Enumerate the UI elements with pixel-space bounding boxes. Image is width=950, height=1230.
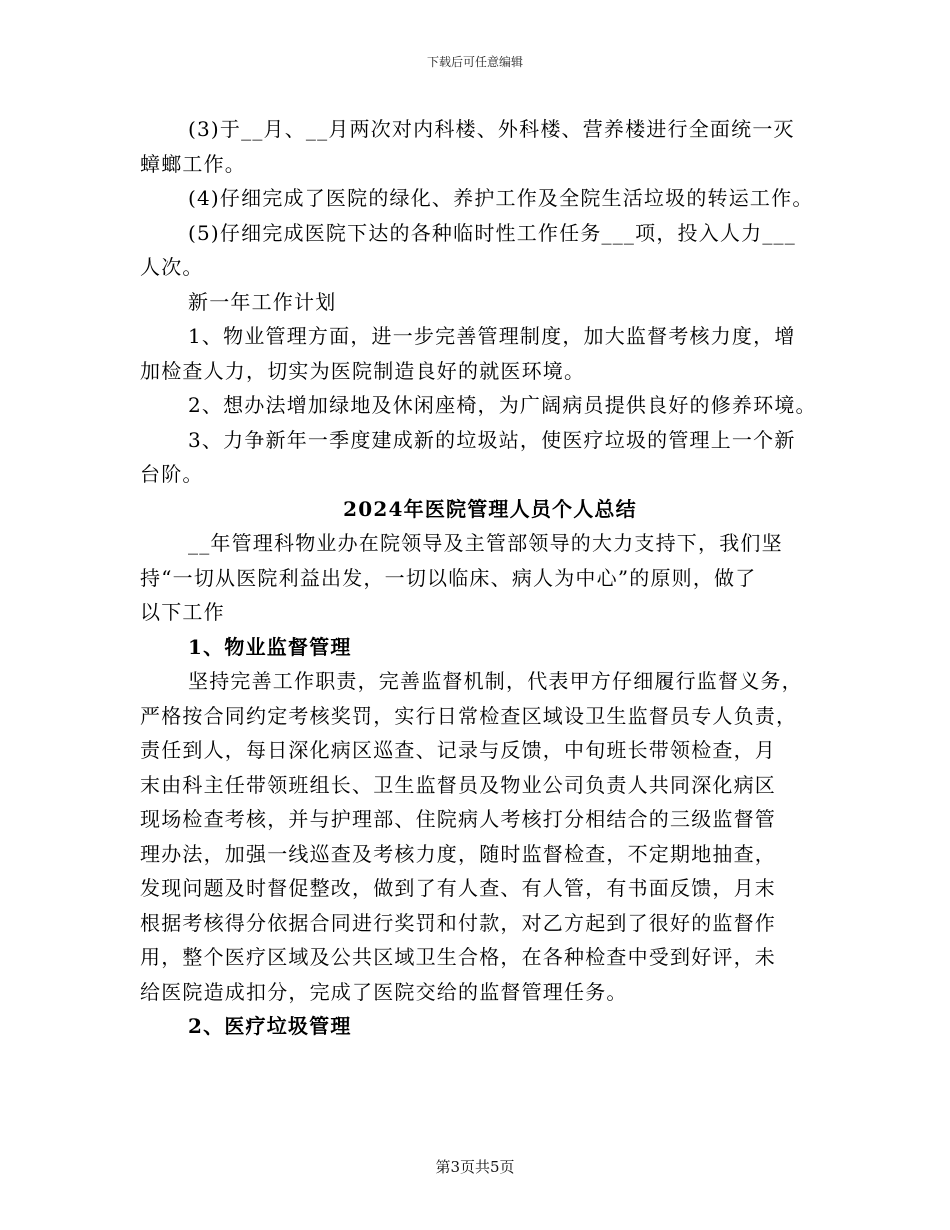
- paragraph-line: 坚持完善工作职责，完善监督机制，代表甲方仔细履行监督义务，: [188, 669, 803, 693]
- section-1: [140, 112, 820, 492]
- paragraph-line: 末由科主任带领班组长、卫生监督员及物业公司负责人共同深化病区: [140, 772, 776, 797]
- paragraph-line: 发现问题及时督促整改，做到了有人查、有人管，有书面反馈，月末: [140, 876, 776, 900]
- paragraph-line: 现场检查考核，并与护理部、住院病人考核打分相结合的三级监督管: [140, 807, 776, 831]
- paragraph-line: 用，整个医疗区域及公共区域卫生合格，在各种检查中受到好评，未: [140, 945, 776, 969]
- paragraph-line: (3)于__月、__月两次对内科楼、外科楼、营养楼进行全面统一灭: [188, 117, 795, 141]
- paragraph-line: 3、力争新年一季度建成新的垃圾站，使医疗垃圾的管理上一个新: [188, 427, 796, 452]
- paragraph-line: 给医院造成扣分，完成了医院交给的监督管理任务。: [140, 979, 628, 1004]
- paragraph-line: 蟑螂工作。: [140, 151, 246, 176]
- paragraph-line: 人次。: [140, 255, 204, 279]
- paragraph-line: 理办法，加强一线巡查及考核力度，随时监督检查，不定期地抽查，: [140, 841, 776, 866]
- section-heading-property-supervision: 1、物业监督管理: [188, 634, 352, 659]
- paragraph-line: 1、物业管理方面，进一步完善管理制度，加大监督考核力度，增: [188, 324, 796, 348]
- document-title: 2024年医院管理人员个人总结: [343, 496, 637, 521]
- paragraph-line: 持“一切从医院利益出发，一切以临床、病人为中心”的原则，做了: [140, 565, 757, 590]
- paragraph-line: 以下工作: [140, 600, 225, 624]
- paragraph-line: (4)仔细完成了医院的绿化、养护工作及全院生活垃圾的转运工作。: [188, 186, 814, 210]
- paragraph-line: 新一年工作计划: [188, 289, 337, 314]
- document-body: [140, 112, 820, 1044]
- header-note: 下载后可任意编辑: [426, 55, 523, 69]
- paragraph-line: __年管理科物业办在院领导及主管部领导的大力支持下，我们坚: [188, 531, 783, 555]
- paragraph-line: 根据考核得分依据合同进行奖罚和付款，对乙方起到了很好的监督作: [140, 910, 776, 935]
- paragraph-line: (5)仔细完成医院下达的各种临时性工作任务___项，投入人力___: [188, 220, 796, 245]
- paragraph-line: 2、想办法增加绿地及休闲座椅，为广阔病员提供良好的修养环境。: [188, 393, 817, 417]
- page-number: 第3页共5页: [435, 1158, 515, 1176]
- paragraph-line: 严格按合同约定考核奖罚，实行日常检查区域设卫生监督员专人负责，: [140, 703, 798, 728]
- section-heading-medical-waste: 2、医疗垃圾管理: [188, 1014, 352, 1038]
- paragraph-line: 加检查人力，切实为医院制造良好的就医环境。: [140, 358, 586, 383]
- paragraph-line: 责任到人，每日深化病区巡查、记录与反馈，中旬班长带领检查，月: [140, 738, 776, 762]
- paragraph-line: 台阶。: [140, 462, 204, 486]
- intro-paragraph: [140, 526, 820, 630]
- property-supervision-paragraph: [140, 664, 820, 1009]
